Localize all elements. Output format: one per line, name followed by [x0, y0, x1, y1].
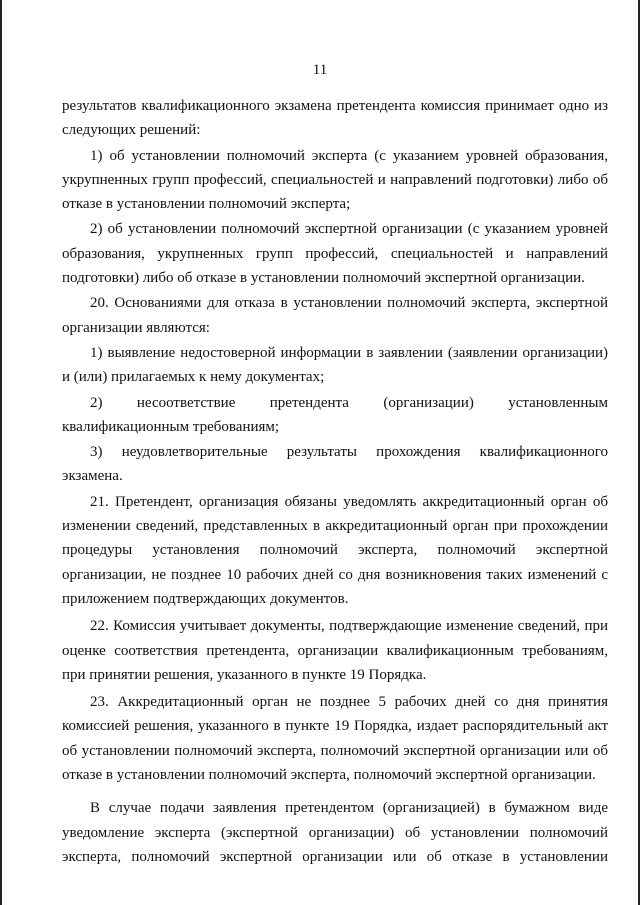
paragraph-decision-2: 2) об установлении полномочий экспертной организации (с указанием уровней образования, укрупненных групп профессий, специальностей и направлений подготовки) либо об отказе в установлении полномочий экспертной организации.	[62, 221, 608, 287]
paragraph-decision-1: 1) об установлении полномочий эксперта (с указанием уровней образования, укрупненных групп профессий, специальностей и направлений подготовки) либо об отказе в установлении полномочий эксперта;	[62, 147, 608, 213]
document-body	[62, 94, 608, 869]
paragraph-reason-2: 2) несоответствие претендента (организации) установленным квалификационным требованиям;	[62, 394, 608, 435]
paragraph-item-21: 21. Претендент, организация обязаны уведомлять аккредитационный орган об изменении сведений, представленных в аккредитационный орган при прохождении процедуры установления полномочий эксперта, полномочий экспертной организации, не позднее 10 рабочих дней со дня возникновения таких изменений с приложением подтверждающих документов.	[62, 493, 608, 607]
paragraph-item-22: 22. Комиссия учитывает документы, подтверждающие изменение сведений, при оценке соответствия претендента, организации квалификационным требованиям, при принятии решения, указанного в пункте 19 Порядка.	[62, 618, 608, 683]
paragraph-reason-3: 3) неудовлетворительные результаты прохождения квалификационного экзамена.	[62, 444, 608, 485]
paragraph-item-23: 23. Аккредитационный орган не позднее 5 рабочих дней со дня принятия комиссией решения, указанного в пункте 19 Порядка, издает распорядительный акт об установлении полномочий эксперта, полномочий экспертной организации или об отказе в установлении полномочий эксперта, полномочий экспертной организации.	[62, 694, 608, 784]
paragraph-reason-1: 1) выявление недостоверной информации в заявлении (заявлении организации) и (или) прилагаемых к нему документах;	[62, 344, 608, 386]
paragraph-continuation: результатов квалификационного экзамена претендента комиссия принимает одно из следующих решений:	[62, 98, 608, 139]
scan-edge-left	[0, 0, 2, 905]
paragraph-paper-application: В случае подачи заявления претендентом (организацией) в бумажном виде уведомление эксперта (экспертной организации) об установлении полномочий эксперта, полномочий экспертной организации или об отказе в установлении	[62, 800, 608, 865]
page-number: 11	[312, 62, 328, 78]
paragraph-item-20: 20. Основаниями для отказа в установлении полномочий эксперта, экспертной организации являются:	[62, 295, 608, 336]
